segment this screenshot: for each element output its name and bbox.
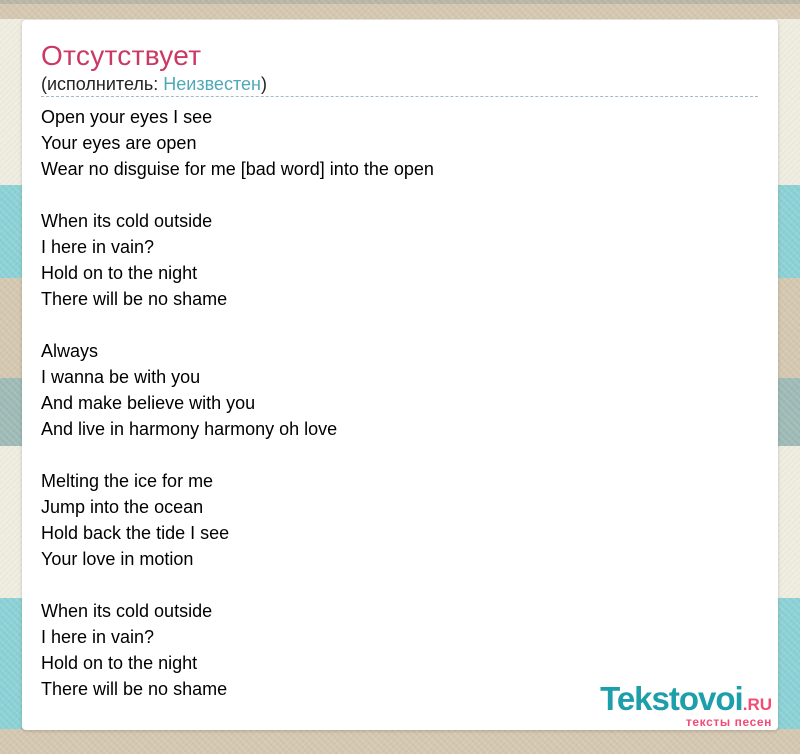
lyric-line: I here in vain? [41,627,155,647]
stanza [41,104,758,182]
lyric-line: When its cold outside [41,601,213,621]
lyric-line: Always [41,341,99,361]
lyric-line: Wear no disguise for me [bad word] into the open [41,159,434,179]
lyric-line: And live in harmony harmony oh love [41,419,338,439]
lyric-line: When its cold outside [41,211,213,231]
lyric-line: I here in vain? [41,237,155,257]
stanza [41,468,758,572]
logo-brand-text: Tekstovoi [600,680,743,717]
lyric-line: Your love in motion [41,549,194,569]
site-logo-link[interactable] [600,682,772,730]
stanza [41,338,758,442]
lyric-line: Melting the ice for me [41,471,214,491]
lyric-line: I wanna be with you [41,367,201,387]
artist-line [41,72,758,97]
logo-tagline: тексты песен [685,715,772,729]
logo-wordmark [600,682,772,715]
lyric-line: Hold back the tide I see [41,523,230,543]
lyric-line: And make believe with you [41,393,256,413]
lyrics [41,104,758,702]
lyric-line: Your eyes are open [41,133,197,153]
artist-link[interactable]: Неизвестен [163,74,261,94]
lyric-line: There will be no shame [41,289,228,309]
artist-suffix: ) [260,74,267,94]
content-card [22,20,778,730]
lyric-line: Hold on to the night [41,653,198,673]
lyric-line: There will be no shame [41,679,228,699]
logo-tld-text: .RU [742,695,772,714]
page-title: Отсутствует [41,40,202,71]
artist-prefix: (исполнитель: [41,74,164,94]
stanza [41,208,758,312]
lyric-line: Open your eyes I see [41,107,213,127]
lyric-line: Hold on to the night [41,263,198,283]
lyric-line: Jump into the ocean [41,497,204,517]
